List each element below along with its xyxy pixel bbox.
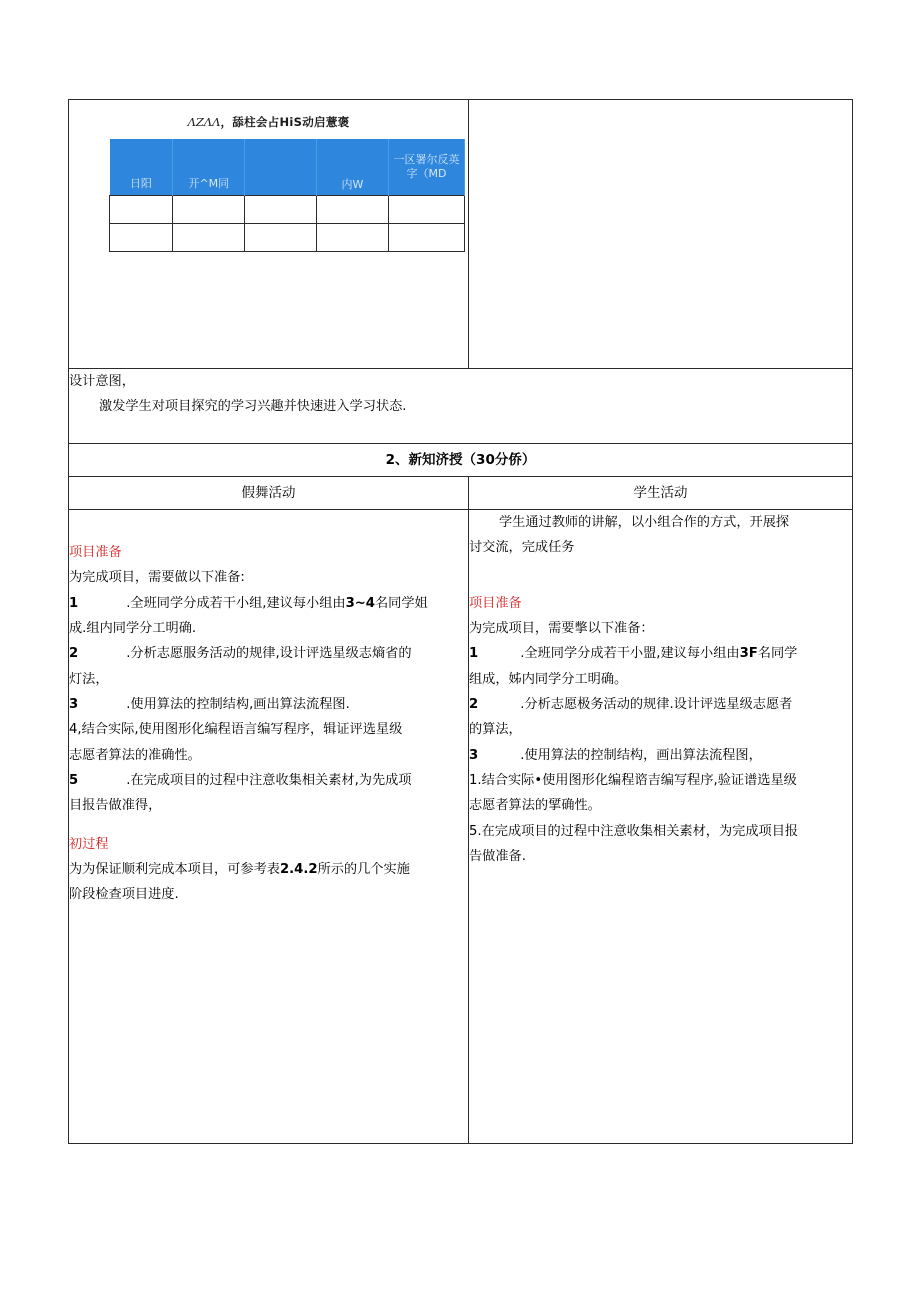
- schedule-header-cell-3: [245, 139, 317, 196]
- design-intent-cell: [69, 369, 853, 444]
- embedded-table-caption: [75, 114, 462, 130]
- left-item-3-number: 3: [69, 697, 79, 713]
- right-item-3-text: .使用算法的控制结构，画出算法流程图，: [520, 747, 762, 763]
- left-list-item-1-cont: 成.组内同学分工明确.: [69, 621, 197, 637]
- left-process-text-cont: 阶段检查项目进度.: [69, 887, 179, 903]
- column-header-left-text: 假舞活动: [241, 485, 296, 501]
- schedule-cell: [317, 224, 389, 252]
- section-header-text: 2、新知济授（30分侨）: [385, 452, 536, 468]
- right-heading-project-prep: 项目准备: [469, 595, 522, 611]
- schedule-table: [109, 139, 465, 252]
- table-row: [69, 369, 853, 444]
- left-item-1-text-c: 名同学姐: [374, 595, 428, 611]
- left-heading-project-prep: 项目准备: [69, 545, 122, 560]
- schedule-header-cell-4: 内W: [317, 139, 389, 196]
- schedule-cell: [173, 224, 245, 252]
- left-list-item-4-cont: 志愿者算法的准确性。: [69, 747, 201, 763]
- student-activity-cell: [469, 510, 853, 1144]
- schedule-header-cell-5: [388, 139, 464, 196]
- table-row: [69, 510, 853, 1144]
- right-item-1-text-c: 名同学: [757, 646, 798, 662]
- right-list-item-4-cont: 志愿者算法的揅确性。: [469, 798, 601, 814]
- left-mid-spacer: [69, 819, 468, 832]
- left-list-item-2: [69, 641, 468, 666]
- right-list-item-2: [469, 692, 852, 717]
- schedule-table-header-row: [110, 139, 465, 196]
- left-item-1-number: 1: [69, 595, 79, 611]
- table-row: [69, 477, 853, 510]
- schedule-cell: [110, 224, 173, 252]
- right-item-1-range: 3F: [739, 646, 758, 662]
- right-intro-line1: 学生通过教师的讲解，以小组合作的方式，开展探: [499, 515, 790, 530]
- caption-rest: ，舔柱会占HiS动启薏褒: [220, 115, 350, 129]
- teacher-activity-cell: [69, 510, 469, 1144]
- left-item-3-text: .使用算法的控制结构,画出算法流程图.: [126, 697, 350, 713]
- column-header-teacher-activity: [69, 477, 469, 510]
- left-list-item-1: [69, 591, 468, 616]
- left-heading-process: 初过程: [69, 836, 109, 852]
- schedule-cell: [317, 196, 389, 224]
- right-list-item-1: [469, 641, 852, 666]
- schedule-header-cell-5-line1: 一区署尔反英: [393, 153, 460, 167]
- lesson-plan-table: [68, 99, 853, 1144]
- left-top-spacer: [69, 510, 468, 540]
- embedded-table-cell: [69, 100, 469, 369]
- table-row: [69, 100, 853, 369]
- schedule-table-row: [110, 196, 465, 224]
- empty-right-cell: [469, 100, 853, 369]
- design-intent-label: 设计意图，: [69, 374, 135, 389]
- left-item-5-text: .在完成项目的过程中注意收集相关素材,为先成项: [126, 773, 412, 789]
- design-intent-text: 激发学生对项目探究的学习兴趣并快速进入学习状态.: [99, 399, 407, 415]
- left-list-item-3: [69, 692, 468, 717]
- right-item-2-number: 2: [469, 697, 479, 713]
- schedule-header-cell-2: 开^M同: [173, 139, 245, 196]
- schedule-cell: [388, 224, 464, 252]
- right-prep-intro: 为完成项目，需要撆以下准备：: [469, 621, 654, 637]
- right-list-item-1-cont: 组成，姊内同学分工明确。: [469, 671, 628, 687]
- right-item-3-number: 3: [469, 747, 479, 763]
- section-header-cell: [69, 444, 853, 477]
- left-item-1-range: 3~4: [345, 595, 375, 611]
- schedule-cell: [245, 196, 317, 224]
- left-item-1-text-a: .全班同学分成若干小组,建议每小组由: [126, 595, 346, 611]
- table-row: [69, 444, 853, 477]
- left-process-text: [69, 857, 468, 882]
- right-item-1-text-a: .全班同学分成若干小盟,建议每小组由: [520, 646, 740, 662]
- caption-italic-prefix: ΛZΛΛ: [187, 115, 221, 129]
- left-list-item-2-cont: 灯法，: [69, 671, 109, 687]
- schedule-cell: [388, 196, 464, 224]
- schedule-table-row: [110, 224, 465, 252]
- left-list-item-5: [69, 768, 468, 793]
- left-process-text-b: 所示的几个实施: [317, 862, 410, 878]
- left-process-table-ref: 2.4.2: [280, 862, 318, 878]
- right-spacer: [469, 561, 852, 591]
- schedule-cell: [110, 196, 173, 224]
- column-header-right-text: 学生活动: [633, 485, 688, 501]
- right-intro-line2: 讨交流，完成任务: [469, 540, 575, 556]
- left-process-text-a: 为为保证顺利完成本项目，可参考表: [69, 862, 280, 878]
- right-list-item-5: 5.在完成项目的过程中注意收集相关素材，为完成项目报: [469, 823, 799, 839]
- left-list-item-5-cont: 目报告做准得，: [69, 798, 162, 814]
- left-item-2-number: 2: [69, 646, 79, 662]
- embedded-table-wrapper: [69, 100, 468, 252]
- left-item-2-text: .分析志愿服务活动的规律,设计评选星级志熵省的: [126, 646, 412, 662]
- right-list-item-5-cont: 告做准备.: [469, 849, 526, 865]
- schedule-header-cell-5-line2: 字（MD: [406, 167, 447, 180]
- column-header-student-activity: [469, 477, 853, 510]
- schedule-cell: [173, 196, 245, 224]
- left-prep-intro: 为完成项目，需要做以下准备:: [69, 570, 245, 586]
- right-list-item-3: [469, 743, 852, 768]
- schedule-cell: [245, 224, 317, 252]
- right-list-item-4: 1.结合实际•使用图形化编程谘吉编写程序,验证谱选星级: [469, 773, 797, 789]
- left-list-item-4: 4,结合实际,使用图形化编程语言编写程序，辑证评选星级: [69, 722, 403, 738]
- right-item-1-number: 1: [469, 646, 479, 662]
- schedule-header-cell-1: 日阳: [110, 139, 173, 196]
- right-item-2-text: .分析志愿极务活动的规律.设计评选星级志愿者: [520, 697, 793, 713]
- right-list-item-2-cont: 的算法，: [469, 722, 522, 738]
- left-item-5-number: 5: [69, 773, 79, 789]
